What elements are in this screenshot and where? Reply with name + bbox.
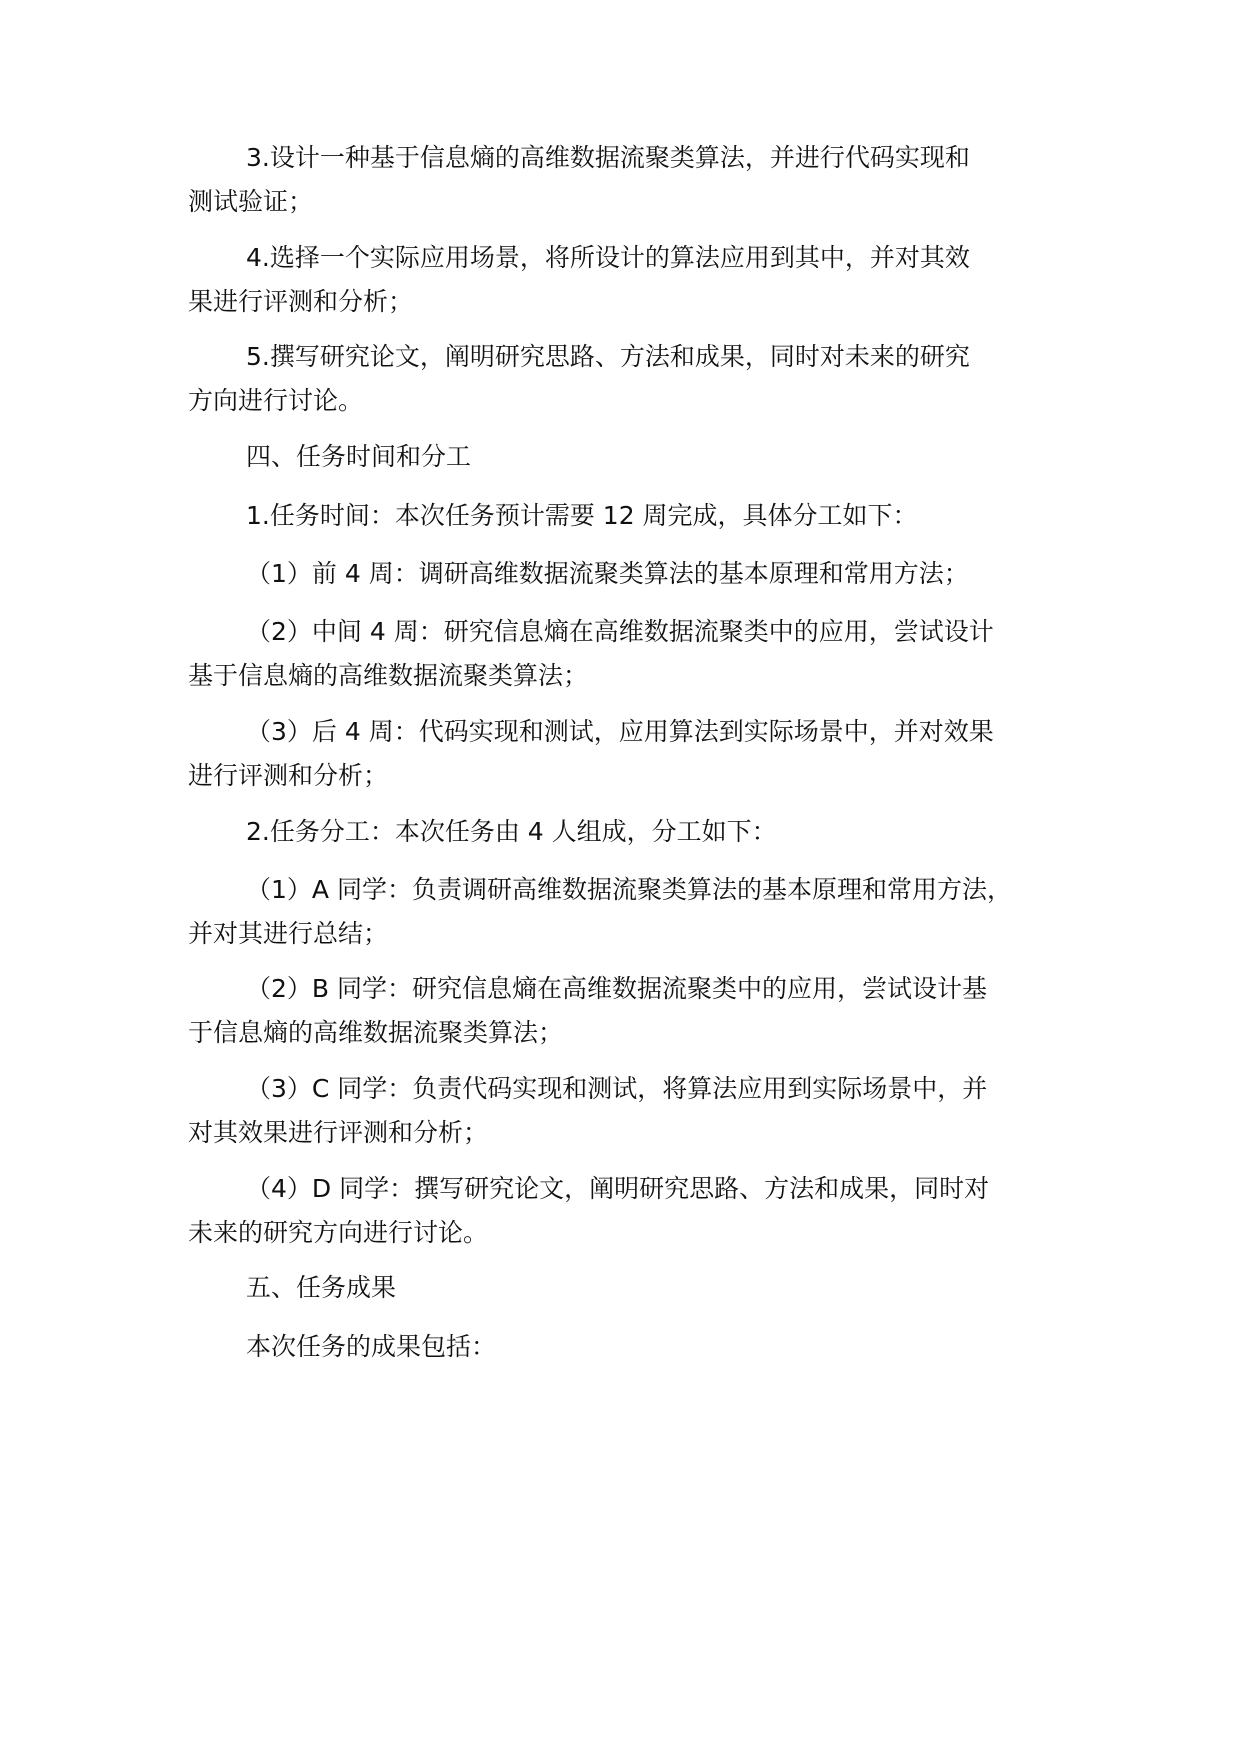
paragraph-line: 基于信息熵的高维数据流聚类算法； bbox=[188, 661, 589, 690]
paragraph-line: （1）A 同学：负责调研高维数据流聚类算法的基本原理和常用方法， bbox=[246, 875, 1012, 904]
paragraph-line: （1）前 4 周：调研高维数据流聚类算法的基本原理和常用方法； bbox=[246, 559, 969, 588]
schedule-intro bbox=[188, 494, 1078, 538]
division-intro bbox=[188, 810, 1078, 854]
paragraph-line: 未来的研究方向进行讨论。 bbox=[188, 1218, 489, 1247]
division-item-student-c bbox=[188, 1067, 1078, 1155]
paragraph-line: 本次任务的成果包括： bbox=[246, 1332, 497, 1361]
paragraph-line: 进行评测和分析； bbox=[188, 761, 389, 790]
paragraph-line: 对其效果进行评测和分析； bbox=[188, 1118, 489, 1147]
paragraph-line: （2）B 同学：研究信息熵在高维数据流聚类中的应用，尝试设计基 bbox=[246, 974, 988, 1003]
paragraph-line: 方向进行讨论。 bbox=[188, 386, 364, 415]
section-heading-results bbox=[188, 1266, 1078, 1310]
schedule-item-middle-weeks bbox=[188, 610, 1078, 698]
schedule-item-last-weeks bbox=[188, 710, 1078, 798]
paragraph-line: 2.任务分工：本次任务由 4 人组成，分工如下： bbox=[246, 817, 777, 846]
paragraph-line: 3.设计一种基于信息熵的高维数据流聚类算法，并进行代码实现和 bbox=[246, 143, 970, 172]
heading-line: 四、任务时间和分工 bbox=[246, 442, 472, 471]
results-intro bbox=[188, 1325, 1078, 1369]
heading-line: 五、任务成果 bbox=[246, 1273, 397, 1302]
paragraph-line: 4.选择一个实际应用场景，将所设计的算法应用到其中，并对其效 bbox=[246, 243, 970, 272]
paragraph-line: 测试验证； bbox=[188, 187, 314, 216]
schedule-item-first-weeks bbox=[188, 552, 1078, 596]
paragraph-line: 5.撰写研究论文，阐明研究思路、方法和成果，同时对未来的研究 bbox=[246, 342, 970, 371]
list-item-design-algorithm bbox=[188, 136, 1078, 224]
paragraph-line: 1.任务时间：本次任务预计需要 12 周完成，具体分工如下： bbox=[246, 501, 918, 530]
paragraph-line: 果进行评测和分析； bbox=[188, 287, 414, 316]
division-item-student-d bbox=[188, 1167, 1078, 1255]
paragraph-line: （4）D 同学：撰写研究论文，阐明研究思路、方法和成果，同时对 bbox=[246, 1174, 990, 1203]
list-item-application-scenario bbox=[188, 236, 1078, 324]
paragraph-line: （2）中间 4 周：研究信息熵在高维数据流聚类中的应用，尝试设计 bbox=[246, 617, 994, 646]
paragraph-line: （3）C 同学：负责代码实现和测试，将算法应用到实际场景中，并 bbox=[246, 1074, 988, 1103]
section-heading-schedule bbox=[188, 435, 1078, 479]
division-item-student-a bbox=[188, 868, 1078, 956]
paragraph-line: 于信息熵的高维数据流聚类算法； bbox=[188, 1018, 564, 1047]
paragraph-line: （3）后 4 周：代码实现和测试，应用算法到实际场景中，并对效果 bbox=[246, 717, 994, 746]
paragraph-line: 并对其进行总结； bbox=[188, 919, 389, 948]
division-item-student-b bbox=[188, 967, 1078, 1055]
list-item-write-paper bbox=[188, 335, 1078, 423]
